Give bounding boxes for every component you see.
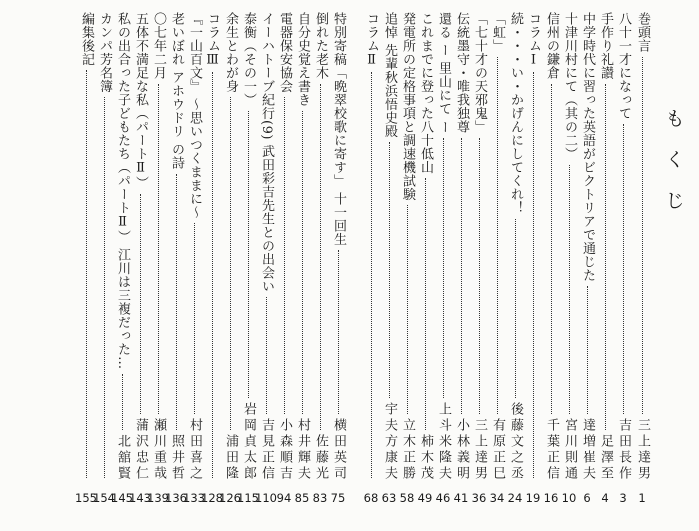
dot-leader	[86, 70, 87, 478]
entry-author: 後藤文之丞	[508, 402, 523, 482]
entry-page-number: 143	[129, 491, 151, 505]
toc-entry	[96, 12, 112, 482]
entry-title: 追悼 先輩秋浜悟史殿	[382, 12, 397, 139]
toc-entry	[615, 12, 631, 482]
toc-entry	[222, 12, 238, 482]
toc-entry	[276, 12, 292, 482]
dot-leader	[605, 84, 606, 431]
entry-title: 自分史覚え書き	[295, 12, 310, 107]
entry-page-number: 139	[147, 491, 169, 505]
entry-title: カンパ芳名簿	[97, 12, 112, 93]
entry-page-number: 19	[525, 491, 541, 505]
toc-entry	[507, 12, 523, 482]
dot-leader	[158, 84, 159, 415]
toc-entry	[399, 12, 415, 482]
toc-entry	[78, 12, 94, 482]
toc-entry	[363, 12, 379, 482]
entry-title: 還る ー 里山にて ー	[436, 12, 451, 134]
entry-page-number: 136	[165, 491, 187, 505]
toc-entry	[132, 12, 148, 482]
toc-entry	[204, 12, 220, 482]
toc-entry	[561, 12, 577, 482]
entry-title: 編集後記	[79, 12, 94, 66]
entry-author: 有原正巳	[490, 418, 505, 482]
entry-author: 北舘賢	[115, 434, 130, 482]
entry-page-number: 94	[276, 491, 292, 505]
toc-entry	[489, 12, 505, 482]
dot-leader	[140, 194, 141, 415]
toc-title-char: も	[665, 108, 685, 130]
toc-entry	[417, 12, 433, 482]
dot-leader	[479, 138, 480, 415]
toc-entry	[543, 12, 559, 482]
toc-entry	[525, 12, 541, 482]
dot-leader	[320, 84, 321, 431]
entry-title: 八十一才になって	[616, 12, 631, 120]
dot-leader	[461, 138, 462, 415]
entry-author: 小森順吉	[277, 418, 292, 482]
entry-title: 「七十才の天邪鬼」	[472, 12, 487, 134]
entry-title: コラムⅢ	[205, 12, 220, 68]
toc-entry	[258, 12, 274, 482]
dot-leader	[266, 297, 267, 414]
entry-title: 私の出合った子どもたち（パートⅡ） 江川は三複だった…	[115, 12, 130, 370]
entry-page-number: 126	[219, 491, 241, 505]
entry-author: 三上達男	[472, 418, 487, 482]
toc-entry	[597, 12, 613, 482]
entry-page-number: 63	[381, 491, 397, 505]
dot-leader	[515, 219, 516, 399]
toc-title	[660, 110, 690, 211]
entry-title: 十津川村にて（其の二）	[562, 12, 577, 161]
entry-author: 村井輝夫	[295, 418, 310, 482]
entry-title: 泰衡（その一）	[241, 12, 256, 107]
dot-leader	[443, 138, 444, 398]
entry-page-number: 3	[619, 491, 627, 505]
dot-leader	[389, 142, 390, 398]
dot-leader	[302, 111, 303, 415]
entry-title: 発電所の定格事項と調速機試験	[400, 12, 415, 201]
entry-page-number: 34	[489, 491, 505, 505]
entry-author: 千葉正信	[544, 418, 559, 482]
entry-title: 〇七年二月	[151, 12, 166, 80]
dot-leader	[284, 97, 285, 414]
toc-entry	[312, 12, 328, 482]
dot-leader	[338, 250, 339, 414]
entry-title: 巻頭言	[635, 12, 650, 53]
toc-entry	[168, 12, 184, 482]
entry-page-number: 155	[75, 491, 97, 505]
entry-author: 達増崔夫	[580, 418, 595, 482]
entry-author: 吉見正信	[259, 418, 274, 482]
entry-page-number: 83	[312, 491, 328, 505]
entry-author: 岩岡貞太郎	[241, 402, 256, 482]
entry-page-number: 41	[453, 491, 469, 505]
toc-entry	[186, 12, 202, 482]
toc-entry	[471, 12, 487, 482]
entry-page-number: 58	[399, 491, 415, 505]
entry-author: 立木正勝	[400, 418, 415, 482]
entry-page-number: 49	[417, 491, 433, 505]
entry-page-number: 110	[255, 491, 277, 505]
entry-page-number: 6	[583, 491, 591, 505]
entry-title: 電器保安協会	[277, 12, 292, 93]
entry-page-number: 115	[237, 491, 259, 505]
toc-entry	[634, 12, 650, 482]
toc-entry	[240, 12, 256, 482]
dot-leader	[248, 111, 249, 399]
entry-title: 続・・・い・かげんにしてくれ！	[508, 12, 523, 215]
entry-author: 上斗米隆夫	[436, 402, 451, 482]
entry-author: 照井哲	[169, 434, 184, 482]
dot-leader	[642, 57, 643, 415]
entry-title: 手作り礼讃	[598, 12, 613, 80]
dot-leader	[230, 97, 231, 430]
entry-page-number: 46	[435, 491, 451, 505]
entry-title: 五体不満足な私（パートⅡ）	[133, 12, 148, 190]
toc-entry	[579, 12, 595, 482]
entry-page-number: 10	[561, 491, 577, 505]
entry-title: イーハトーブ紀行(9) 武田彩吉先生との出会い	[259, 12, 274, 294]
entry-page-number: 75	[330, 491, 346, 505]
entry-page-number: 1	[638, 491, 646, 505]
entry-page-number: 154	[93, 491, 115, 505]
entry-author: 瀬川重哉	[151, 418, 166, 482]
entry-author: 浦田隆	[223, 434, 238, 482]
entry-title: 余生とわが身	[223, 12, 238, 93]
dot-leader	[407, 205, 408, 414]
dot-leader	[533, 72, 534, 478]
toc-entry	[150, 12, 166, 482]
dot-leader	[122, 374, 123, 430]
entry-author: 吉田長作	[616, 418, 631, 482]
entry-page-number: 16	[543, 491, 559, 505]
toc-title-char: じ	[665, 190, 685, 212]
dot-leader	[194, 223, 195, 414]
entry-page-number: 133	[183, 491, 205, 505]
toc-entry	[435, 12, 451, 482]
entry-title: 老いぼれ アホウドリ の詩	[169, 12, 184, 170]
toc-entry	[114, 12, 130, 482]
entry-title: 『一山百文』 〜思いつくままに〜	[187, 12, 202, 220]
entry-page-number: 128	[201, 491, 223, 505]
entry-author: 宮川則通	[562, 418, 577, 482]
entry-author: 柿木茂	[418, 434, 433, 482]
entry-title: これまでに登った八十低山	[418, 12, 433, 174]
entry-page-number: 36	[471, 491, 487, 505]
dot-leader	[623, 124, 624, 414]
entry-author: 横田英司	[331, 418, 346, 482]
dot-leader	[212, 72, 213, 478]
entry-title: 特別寄稿「晩翠校歌に寄す」 十一回生	[331, 12, 346, 247]
entry-page-number: 68	[363, 491, 379, 505]
entry-title: 「虹」	[490, 12, 505, 53]
dot-leader	[425, 178, 426, 430]
entry-title: 倒れた老木	[313, 12, 328, 80]
entry-author: 三上達男	[635, 418, 650, 482]
entry-author: 村田喜之	[187, 418, 202, 482]
toc-entry	[294, 12, 310, 482]
toc-entry	[381, 12, 397, 482]
entry-author: 佐藤光	[313, 434, 328, 482]
entry-author: 蒲沢忠仁	[133, 418, 148, 482]
dot-leader	[587, 286, 588, 414]
entry-page-number: 4	[601, 491, 609, 505]
dot-leader	[371, 72, 372, 478]
entry-title: 伝統墨守・唯我独尊	[454, 12, 469, 134]
entry-title: 中学時代に習った英語がビクトリアで通じた	[580, 12, 595, 282]
entry-author: 宇夫方康夫	[382, 402, 397, 482]
entry-title: コラムⅡ	[364, 12, 379, 68]
dot-leader	[104, 97, 105, 478]
entry-title: 信州の鎌倉	[544, 12, 559, 80]
toc-entry	[330, 12, 346, 482]
toc-entry	[453, 12, 469, 482]
dot-leader	[176, 174, 177, 430]
toc-title-char: く	[665, 149, 685, 171]
entry-title: コラムⅠ	[526, 12, 541, 68]
entry-author: 小林義明	[454, 418, 469, 482]
entry-page-number: 145	[111, 491, 133, 505]
dot-leader	[497, 57, 498, 415]
entry-page-number: 85	[294, 491, 310, 505]
entry-author: 足澤至	[598, 434, 613, 482]
entry-page-number: 24	[507, 491, 523, 505]
dot-leader	[569, 165, 570, 415]
dot-leader	[551, 84, 552, 415]
